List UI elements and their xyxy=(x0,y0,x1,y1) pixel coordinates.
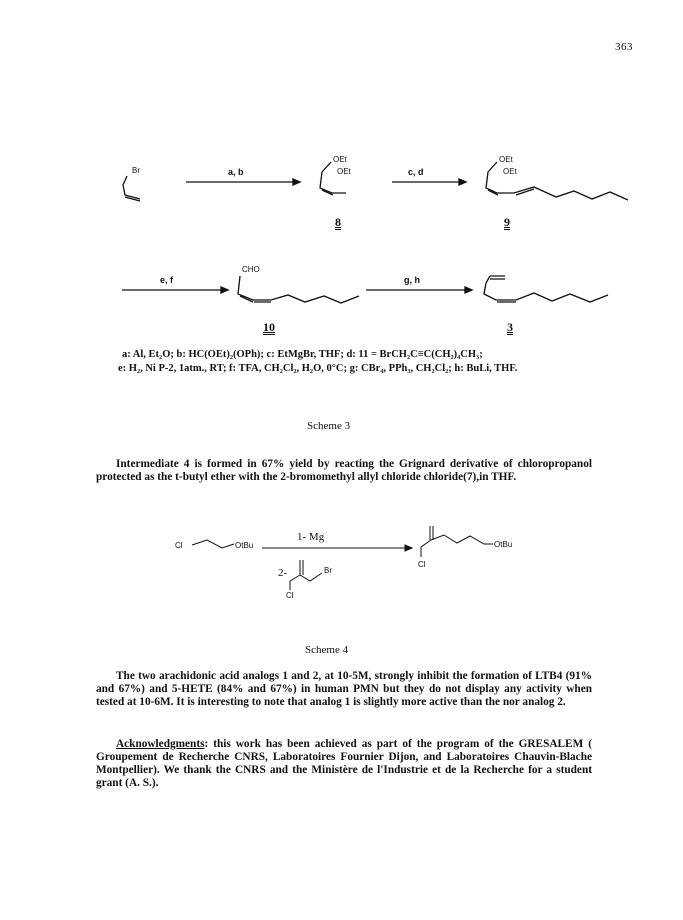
scheme4-otbu-left: OtBu xyxy=(235,541,254,550)
scheme4-product-chain xyxy=(421,526,493,557)
scheme4-step-1: 1- Mg xyxy=(297,531,325,543)
compound-3-label: 3 xyxy=(507,320,513,334)
arrow-2-reagents: c, d xyxy=(408,167,424,177)
compound-9-oet-bottom: OEt xyxy=(503,167,517,176)
acknowledgments-text: : this work has been achieved as part of the program of the GRESALEM ( Groupement de Recherche CNRS, Laboratoires Fournier Dijon, and Laboratoires Chauvin-Blache Montpellier). We thank the CNRS and the Ministère de l'Industrie et de la Recherche for a student grant (A. S.). xyxy=(96,738,592,789)
cho-label: CHO xyxy=(242,265,260,274)
oet-bottom-label: OEt xyxy=(337,167,351,176)
scheme-3-caption: Scheme 3 xyxy=(307,420,351,432)
arrow-1-head xyxy=(293,179,300,185)
scheme4-cl-product: Cl xyxy=(418,560,426,569)
arrow-3-reagents: e, f xyxy=(160,275,174,285)
acknowledgments-heading: Acknowledgments xyxy=(116,738,205,750)
br-label: Br xyxy=(132,166,140,175)
compound-3-chain xyxy=(484,276,608,302)
scheme4-reagent-chain xyxy=(290,560,322,590)
scheme4-reactant-chain xyxy=(192,540,234,548)
oet-top-label: OEt xyxy=(333,155,347,164)
arrow-1-reagents: a, b xyxy=(228,167,244,177)
compound-10-chain xyxy=(238,276,359,303)
allyl-bromide-bond xyxy=(123,176,140,199)
compound-9-label: 9 xyxy=(504,215,510,229)
scheme4-br-label: Br xyxy=(324,566,332,575)
scheme4-step-2: 2- xyxy=(278,567,288,579)
paragraph-intermediate: Intermediate 4 is formed in 67% yield by reacting the Grignard derivative of chloropropanol protected as the t-butyl ether with the 2-bromomethyl allyl chloride chloride(7),in THF. xyxy=(96,458,592,483)
conditions-line-1: a: Al, Et₂O; b: HC(OEt)₂(OPh); c: EtMgBr, THF; d: 11 = BrCH₂C≡C(CH₂)₄CH₃; xyxy=(122,349,483,360)
scheme4-cl-reagent: Cl xyxy=(286,591,294,600)
acknowledgments-paragraph xyxy=(96,738,592,790)
arrow-4-reagents: g, h xyxy=(404,275,420,285)
paragraph-activity: The two arachidonic acid analogs 1 and 2, at 10-5M, strongly inhibit the formation of LTB4 (91% and 67%) and 5-HETE (84% and 67%) in human PMN but they do not display any activity when tested at 10-6M. It is interesting to note that analog 1 is slightly more active than the nor analog 2. xyxy=(96,670,592,708)
scheme4-otbu-product: OtBu xyxy=(494,540,513,549)
conditions-line-2: e: H₂, Ni P-2, 1atm., RT; f: TFA, CH₂Cl₂, H₂O, 0°C; g: CBr₄, PPh₃, CH₂Cl₂; h: BuLi, THF. xyxy=(118,363,518,374)
compound-10-label: 10 xyxy=(263,320,275,334)
scheme4-cl-left: Cl xyxy=(175,541,183,550)
compound-9-oet-top: OEt xyxy=(499,155,513,164)
compound-8-label: 8 xyxy=(335,215,341,229)
scheme-4-caption: Scheme 4 xyxy=(305,644,349,656)
arrow-2-head xyxy=(459,179,466,185)
page-number: 363 xyxy=(615,41,633,53)
